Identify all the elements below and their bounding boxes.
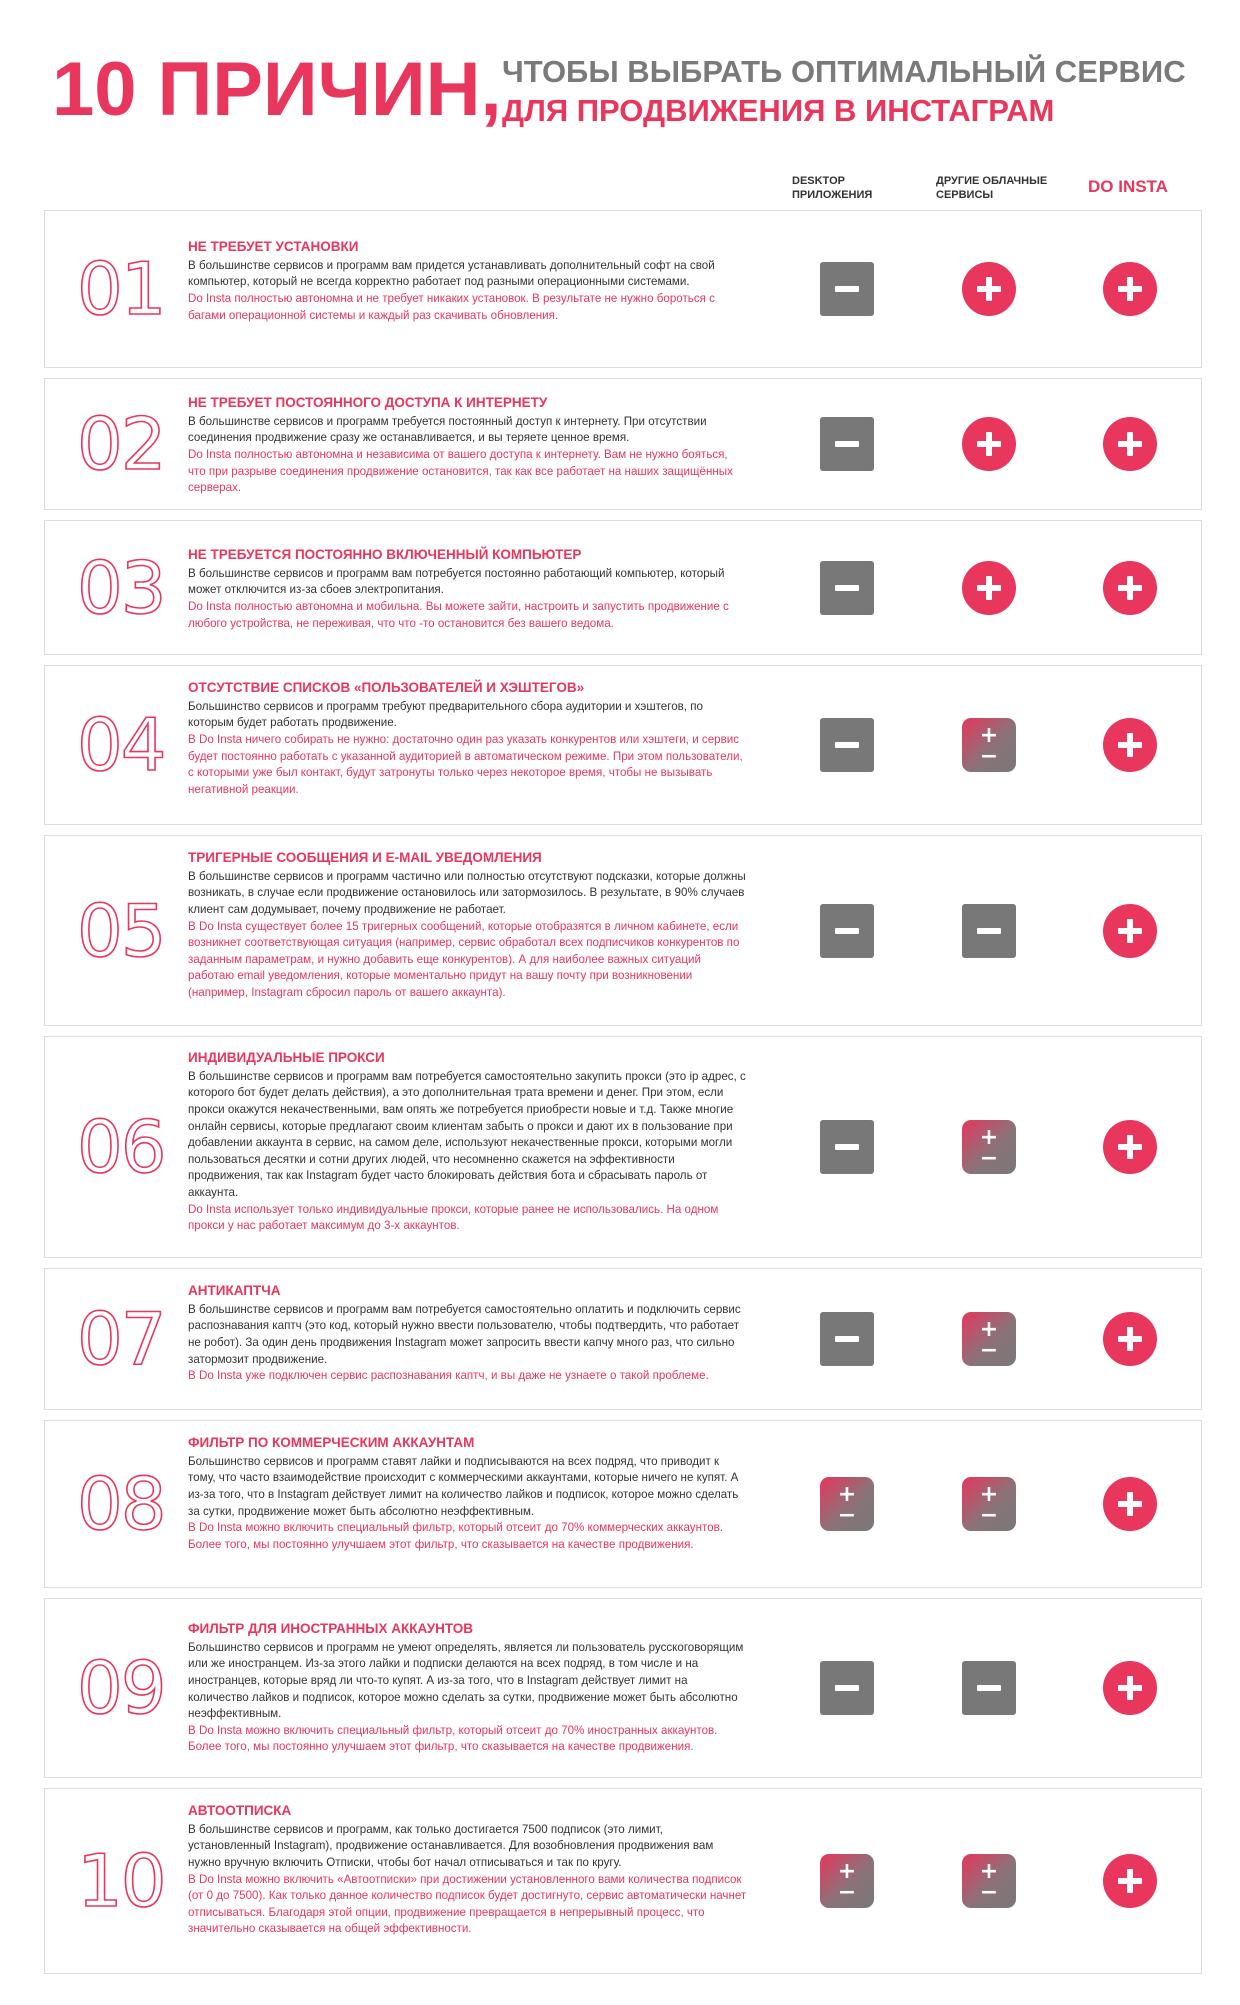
reason-number: 07 bbox=[77, 1297, 165, 1381]
reason-row bbox=[44, 210, 1202, 368]
plus-minus-icon: + − bbox=[962, 1312, 1016, 1366]
plus-icon bbox=[1103, 904, 1157, 958]
reason-doinsta-note: В Do Insta можно включить «Автоотписки» при достижении установленного вами количества подписок (от 0 до 7500). Как только данное количество подписок будет достигнуто, сервис автоматически начнет отписываться. Благодаря этой опции, продвижение превращается в непрерывный процесс, что значительно сказывается на общей эффективности. bbox=[188, 1872, 747, 1936]
plus-icon bbox=[1103, 1120, 1157, 1174]
column-header-desktop: DESKTOP ПРИЛОЖЕНИЯ bbox=[792, 175, 873, 202]
plus-icon bbox=[1103, 1312, 1157, 1366]
minus-icon bbox=[820, 417, 874, 471]
minus-icon bbox=[962, 1661, 1016, 1715]
reason-content bbox=[188, 1283, 748, 1385]
reason-title: НЕ ТРЕБУЕТСЯ ПОСТОЯННО ВКЛЮЧЕННЫЙ КОМПЬЮТЕР bbox=[188, 547, 582, 562]
reason-title: ФИЛЬТР ПО КОММЕРЧЕСКИМ АККАУНТАМ bbox=[188, 1435, 475, 1450]
header bbox=[52, 47, 1202, 140]
plus-icon bbox=[962, 417, 1016, 471]
reason-doinsta-note: В Do Insta ничего собирать не нужно: достаточно один раз указать конкурентов или хэштеги, и сервис будет постоянно работать с указанной аудиторией в автоматическом режиме. При этом пользователи, с которыми уже был контакт, будут затронуты только через некоторое время, чтобы не вызывать негативной реакции. bbox=[188, 733, 743, 796]
reason-doinsta-note: В Do Insta можно включить специальный фильтр, который отсеит до 70% иностранных аккаунтов. Более того, мы постоянно улучшаем этот фильтр, что сказывается на качестве продвижения. bbox=[188, 1723, 718, 1754]
headline-line1: ЧТОБЫ ВЫБРАТЬ ОПТИМАЛЬНЫЙ СЕРВИС bbox=[502, 54, 1186, 89]
reason-description: В большинстве сервисов и программ вам потребуется самостоятельно оплатить и подключить сервис распознавания каптч (это код, который нужно ввести пользователю, чтобы подтвердить, что работает не робот). За один день продвижения Instagram может запросить ввести капчу много раз, что сильно затормозит продвижение. bbox=[188, 1302, 741, 1366]
reason-content bbox=[188, 1621, 748, 1756]
reason-doinsta-note: Do Insta использует только индивидуальные прокси, которые ранее не использовались. На одном прокси у нас работает максимум до 3-х аккаунтов. bbox=[188, 1202, 719, 1233]
reason-row bbox=[44, 378, 1202, 510]
plus-minus-icon: + − bbox=[962, 1120, 1016, 1174]
reason-row bbox=[44, 1598, 1202, 1778]
plus-minus-icon: + − bbox=[962, 1477, 1016, 1531]
reason-title: НЕ ТРЕБУЕТ УСТАНОВКИ bbox=[188, 239, 359, 254]
reason-doinsta-note: Do Insta полностью автономна и мобильна. Вы можете зайти, настроить и запустить продвижение с любого устройства, не переживая, что что -то остановится без вашего ведома. bbox=[188, 600, 729, 630]
reason-title: ТРИГЕРНЫЕ СООБЩЕНИЯ И E-MAIL УВЕДОМЛЕНИЯ bbox=[188, 850, 542, 865]
plus-minus-icon: + − bbox=[820, 1854, 874, 1908]
reason-number: 05 bbox=[77, 888, 165, 973]
column-header-cloud: ДРУГИЕ ОБЛАЧНЫЕ СЕРВИСЫ bbox=[936, 175, 1048, 202]
reason-content bbox=[188, 239, 748, 324]
reason-description: В большинстве сервисов и программ, как только достигается 7500 подписок (это лимит, установленный Instagram), продвижение останавливается. Для возобновления продвижения вам нужно вручную включить Отписки, чтобы бот начал отписываться и так по кругу. bbox=[188, 1822, 714, 1870]
reason-description: В большинстве сервисов и программ частично или полностью отсутствуют подсказки, которые должны возникать, в случае если продвижение остановилось или затормозилось. В результате, в 90% случаев клиент сам додумывает, почему продвижение не работает. bbox=[188, 869, 746, 917]
reason-number: 08 bbox=[77, 1462, 165, 1546]
reason-title: ОТСУТСТВИЕ СПИСКОВ «ПОЛЬЗОВАТЕЛЕЙ И ХЭШТЕГОВ» bbox=[188, 680, 585, 695]
reason-number: 02 bbox=[77, 402, 165, 486]
reason-content bbox=[188, 1435, 748, 1553]
reason-description: В большинстве сервисов и программ вам потребуется постоянно работающий компьютер, который может отключится из-за сбоев электропитания. bbox=[188, 566, 725, 597]
reason-title: АВТООТПИСКА bbox=[188, 1803, 292, 1818]
plus-icon bbox=[1103, 561, 1157, 615]
reason-number: 10 bbox=[77, 1839, 165, 1923]
reason-description: Большинство сервисов и программ требуют предварительного сбора аудитории и хэштегов, по которым будет работать продвижение. bbox=[188, 699, 703, 730]
reason-title: АНТИКАПТЧА bbox=[188, 1283, 281, 1298]
plus-icon bbox=[962, 262, 1016, 316]
reason-title: ФИЛЬТР ДЛЯ ИНОСТРАННЫХ АККАУНТОВ bbox=[188, 1621, 474, 1636]
reason-doinsta-note: Do Insta полностью автономна и независима от вашего доступа к интернету. Вам не нужно бояться, что при разрыве соединения продвижение остановится, так как все работает на наших защищённых серверах. bbox=[188, 448, 733, 495]
reason-description: Большинство сервисов и программ не умеют определять, является ли пользователь русскоговорящим или же иностранцем. Из-за этого лайки и подписки делаются на всех подряд, в том числе и на иностранцев, которые вряд ли что-то купят. А из-за того, что в Instagram действует лимит на количество лайков и подписок, которое можно сделать за сутки, продвижение может быть абсолютно неэффективным. bbox=[188, 1640, 744, 1721]
reason-title: НЕ ТРЕБУЕТ ПОСТОЯННОГО ДОСТУПА К ИНТЕРНЕТУ bbox=[188, 395, 548, 410]
reason-row bbox=[44, 1788, 1202, 1974]
reason-row bbox=[44, 1036, 1202, 1258]
reason-doinsta-note: В Do Insta существует более 15 тригерных сообщений, которые отобразятся в личном кабинете, если возникнет соответствующая ситуация (например, сервис обработал всех подписчиков конкурентов по заданным параметрам, и нужно добавить еще конкурентов). А для наиболее важных ситуаций работаю email уведомления, которые моментально придут на вашу почту при возникновении (например, Instagram сбросил пароль от вашего аккаунта). bbox=[188, 919, 740, 999]
reason-number: 09 bbox=[77, 1646, 165, 1730]
reason-content bbox=[188, 850, 748, 1002]
reason-row bbox=[44, 665, 1202, 825]
headline-line2: ДЛЯ ПРОДВИЖЕНИЯ В ИНСТАГРАМ bbox=[502, 93, 1055, 128]
plus-icon bbox=[1103, 1477, 1157, 1531]
plus-minus-icon: + − bbox=[820, 1477, 874, 1531]
column-header-doinsta: DO INSTA bbox=[1088, 177, 1168, 196]
reason-description: В большинстве сервисов и программ вам потребуется самостоятельно закупить прокси (это ip адрес, с которого бот будет делать действия), а это дополнительная трата времени и денег. При этом, если прокси окажутся некачественными, вам опять же потребуется приобрести новые и т.д. Также многие онлайн сервисы, которые предлагают своим клиентам забыть о прокси и дают их в пользование при добавлении аккаунта в сервис, на самом деле, используют некачественные прокси, которыми могли пользоваться десятки и сотни других людей, что несомненно скажется на эффективности продвижения, так как Instagram будет часто блокировать действия бота и сбрасывать пароль от аккаунта. bbox=[188, 1069, 746, 1199]
reason-number: 03 bbox=[77, 545, 165, 630]
minus-icon bbox=[820, 904, 874, 958]
reason-number: 04 bbox=[77, 703, 165, 787]
reason-content bbox=[188, 547, 748, 632]
plus-icon bbox=[1103, 1661, 1157, 1715]
reason-title: ИНДИВИДУАЛЬНЫЕ ПРОКСИ bbox=[188, 1050, 385, 1065]
plus-minus-icon: + − bbox=[962, 718, 1016, 772]
reason-doinsta-note: Do Insta полностью автономна и не требует никаких установок. В результате не нужно бороться с багами операционной системы и каждый раз скачивать обновления. bbox=[188, 292, 715, 322]
minus-icon bbox=[820, 561, 874, 615]
reason-description: Большинство сервисов и программ ставят лайки и подписываются на всех подряд, что приводит к тому, что часто взаимодействие происходит с коммерческими аккаунтами, которые ничего не купят. А из-за того, что в Instagram действует лимит на количество лайков и подписок, которое можно сделать за сутки, продвижение может быть абсолютно неэффективным. bbox=[188, 1454, 739, 1518]
minus-icon bbox=[820, 718, 874, 772]
plus-icon bbox=[1103, 417, 1157, 471]
reason-number: 01 bbox=[77, 247, 165, 331]
reason-description: В большинстве сервисов и программ вам придется устанавливать дополнительный софт на свой компьютер, который не всегда корректно работает под разными операционными системами. bbox=[188, 258, 715, 289]
minus-icon bbox=[820, 262, 874, 316]
reason-content bbox=[188, 1803, 748, 1938]
reason-content bbox=[188, 1050, 748, 1235]
minus-icon bbox=[820, 1120, 874, 1174]
headline-big: 10 ПРИЧИН, bbox=[52, 47, 502, 132]
minus-icon bbox=[962, 904, 1016, 958]
reason-row bbox=[44, 520, 1202, 655]
reason-content bbox=[188, 395, 748, 497]
reason-doinsta-note: В Do Insta можно включить специальный фильтр, который отсеит до 70% коммерческих аккаунтов. Более того, мы постоянно улучшаем этот фильтр, что сказывается на качестве продвижения. bbox=[188, 1521, 724, 1551]
plus-icon bbox=[1103, 1854, 1157, 1908]
reason-number: 06 bbox=[77, 1105, 165, 1189]
minus-icon bbox=[820, 1312, 874, 1366]
plus-icon bbox=[962, 561, 1016, 615]
reason-row bbox=[44, 1420, 1202, 1588]
reason-row bbox=[44, 835, 1202, 1026]
reason-row bbox=[44, 1268, 1202, 1410]
reason-description: В большинстве сервисов и программ требуется постоянный доступ к интернету. При отсутствии соединения продвижение сразу же останавливается, и вы теряете ценное время. bbox=[188, 414, 707, 445]
reason-doinsta-note: В Do Insta уже подключен сервис распознавания каптч, и вы даже не узнаете о такой проблеме. bbox=[188, 1369, 709, 1383]
plus-minus-icon: + − bbox=[962, 1854, 1016, 1908]
reason-content bbox=[188, 680, 748, 798]
plus-icon bbox=[1103, 262, 1157, 316]
minus-icon bbox=[820, 1661, 874, 1715]
plus-icon bbox=[1103, 718, 1157, 772]
